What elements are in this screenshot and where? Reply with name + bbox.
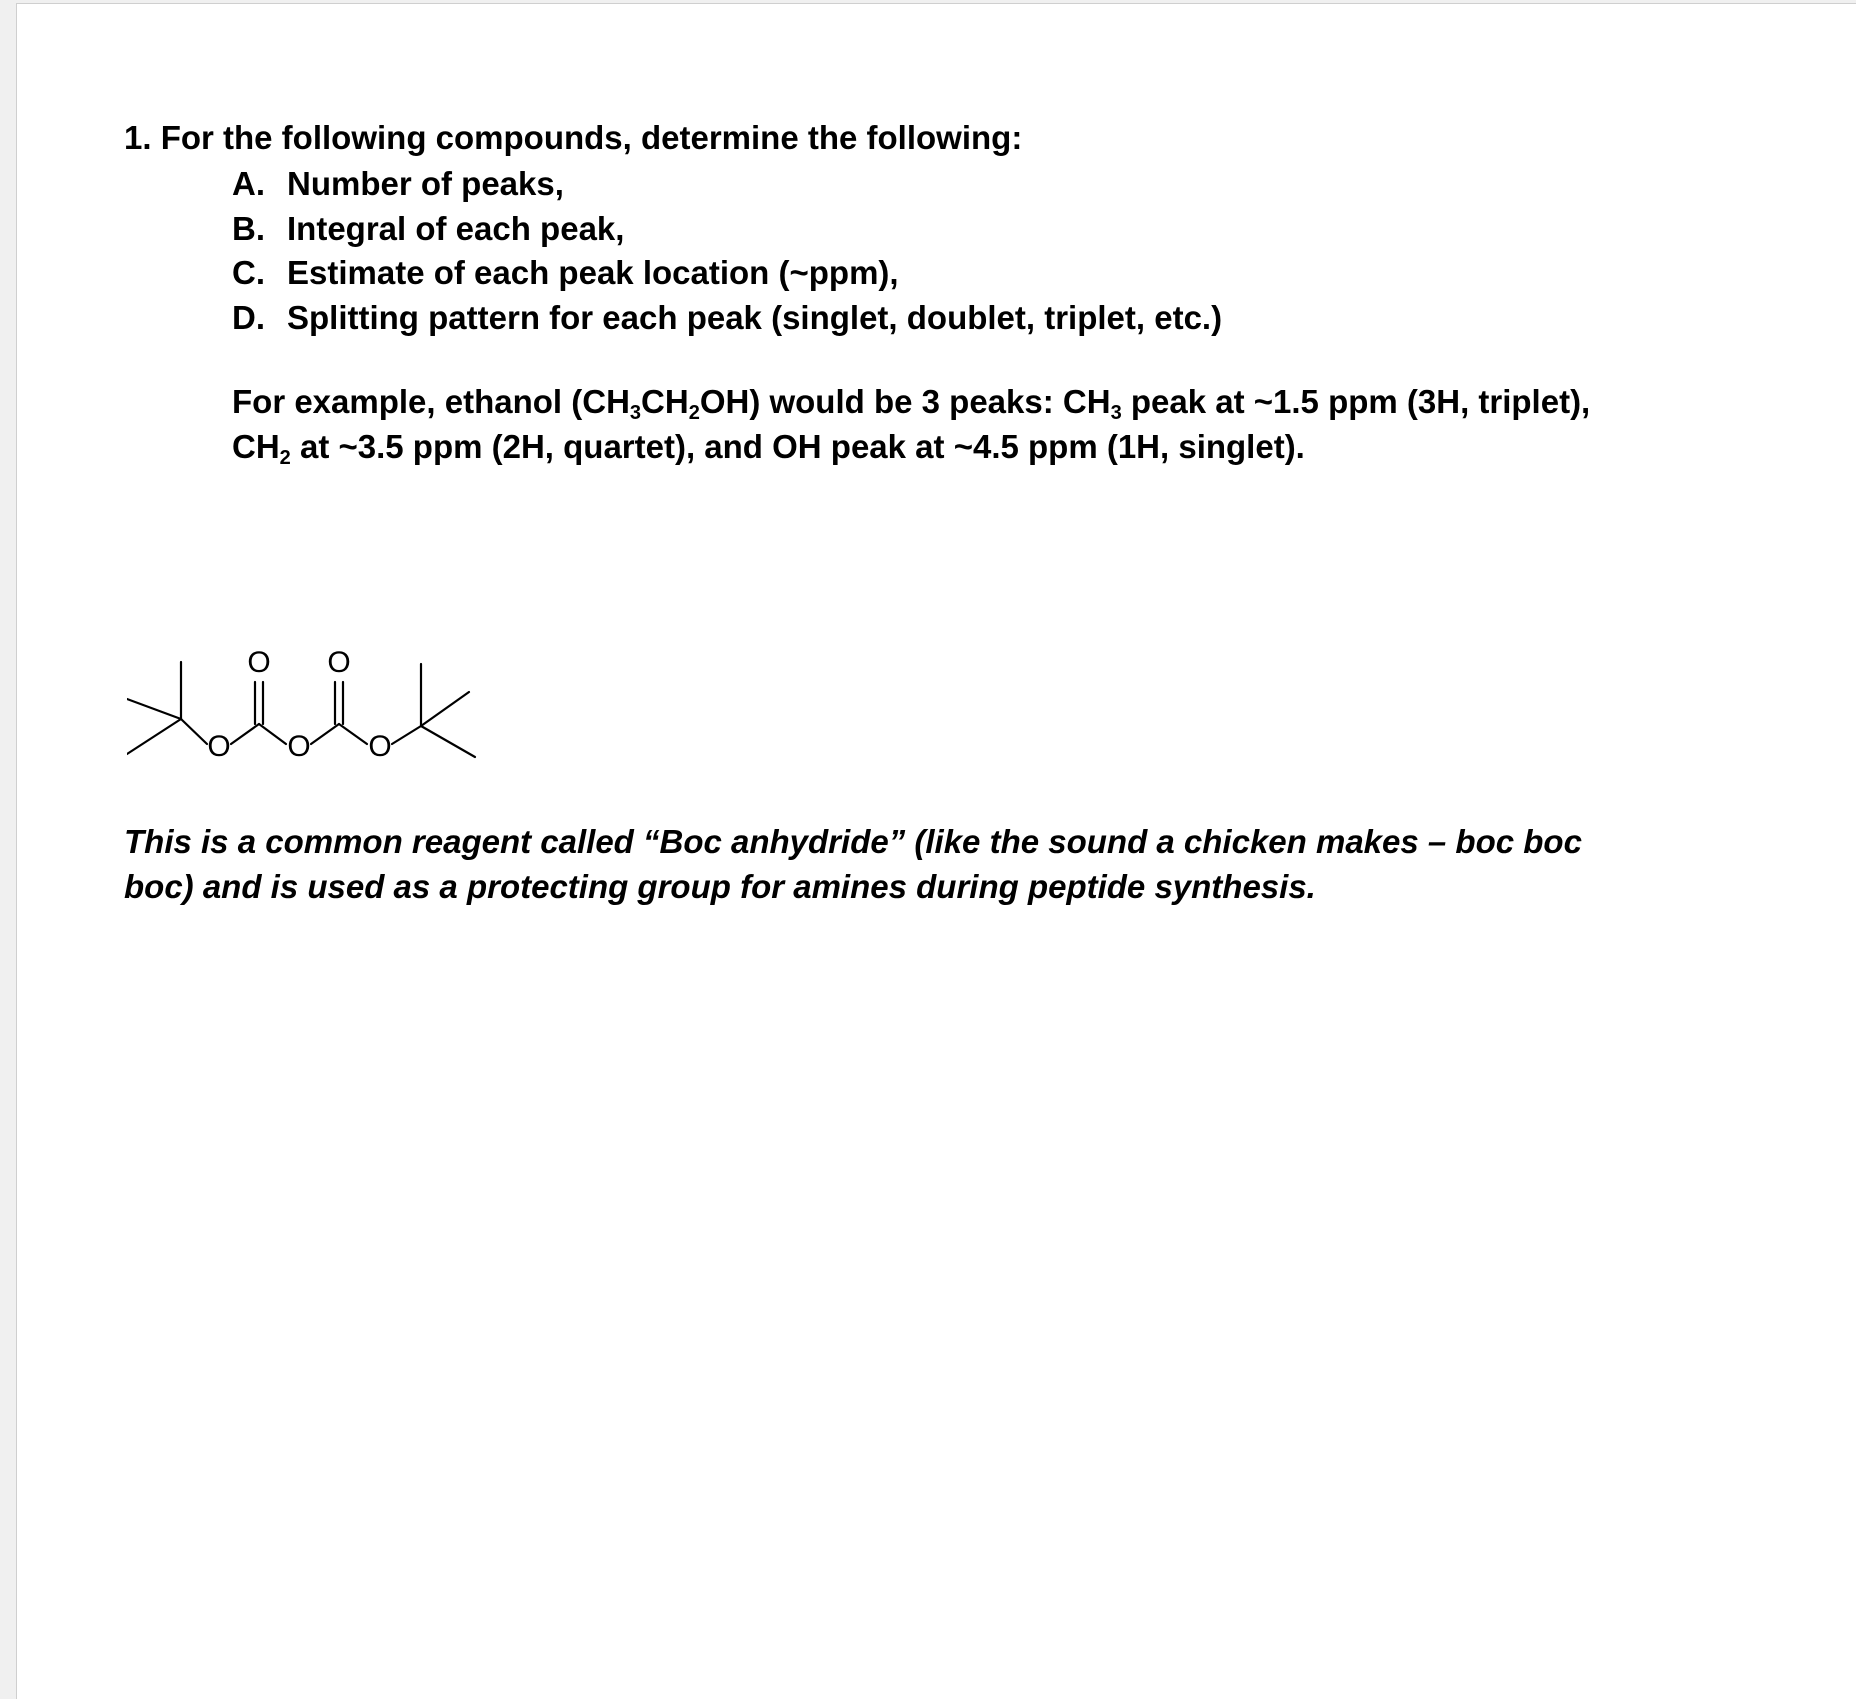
bond xyxy=(421,726,475,757)
criteria-item-b xyxy=(232,207,1222,252)
bond xyxy=(421,692,469,726)
example-text: OH) would be 3 peaks: CH xyxy=(699,383,1111,420)
criteria-item-c xyxy=(232,251,1222,296)
bond xyxy=(311,724,339,744)
atom-label: O xyxy=(368,730,392,763)
bond xyxy=(231,724,259,744)
atom-label: O xyxy=(207,730,231,763)
criteria-letter: B. xyxy=(232,209,265,247)
bond xyxy=(392,726,421,744)
atom-label: O xyxy=(287,730,311,763)
question-heading: 1. For the following compounds, determine the following: xyxy=(124,119,1023,156)
document-page xyxy=(16,3,1856,1699)
criteria-item-d xyxy=(232,296,1222,341)
criteria-letter: C. xyxy=(232,254,265,291)
criteria-text: Splitting pattern for each peak (singlet, doublet, triplet, etc.) xyxy=(287,298,1223,336)
example-text: at ~3.5 ppm (2H, quartet), and OH peak at ~4.5 ppm (1H, singlet). xyxy=(290,428,1305,465)
atom-label: O xyxy=(327,646,351,679)
note-line-1: This is a common reagent called “Boc anhydride” (like the sound a chicken makes – boc boc xyxy=(124,823,1582,860)
criteria-text: Integral of each peak, xyxy=(287,209,625,247)
bond xyxy=(127,699,181,719)
bond xyxy=(259,724,286,744)
boc-anhydride-structure xyxy=(127,634,587,774)
subscript: 3 xyxy=(1110,402,1122,424)
subscript: 3 xyxy=(629,402,642,424)
example-line-2 xyxy=(232,424,1792,469)
criteria-text: Number of peaks, xyxy=(287,165,564,202)
note-line-2: boc) and is used as a protecting group for amines during peptide synthesis. xyxy=(124,868,1316,905)
criteria-letter: A. xyxy=(232,165,265,202)
subscript: 2 xyxy=(688,402,700,424)
example-paragraph xyxy=(232,379,1792,469)
boc-anhydride-note xyxy=(124,819,1824,909)
example-text: CH xyxy=(232,428,280,465)
atom-label: O xyxy=(247,646,271,679)
bond xyxy=(339,724,367,744)
criteria-letter: D. xyxy=(232,298,265,336)
criteria-item-a xyxy=(232,162,1222,207)
criteria-list xyxy=(232,162,1222,340)
example-text: For example, ethanol (CH xyxy=(232,383,630,420)
bond xyxy=(127,719,181,754)
example-line-1 xyxy=(232,379,1792,424)
subscript: 2 xyxy=(279,447,291,469)
example-text: peak at ~1.5 ppm (3H, triplet), xyxy=(1121,383,1591,420)
example-text: CH xyxy=(641,383,689,420)
bond xyxy=(181,719,207,744)
criteria-text: Estimate of each peak location (~ppm), xyxy=(287,254,899,291)
